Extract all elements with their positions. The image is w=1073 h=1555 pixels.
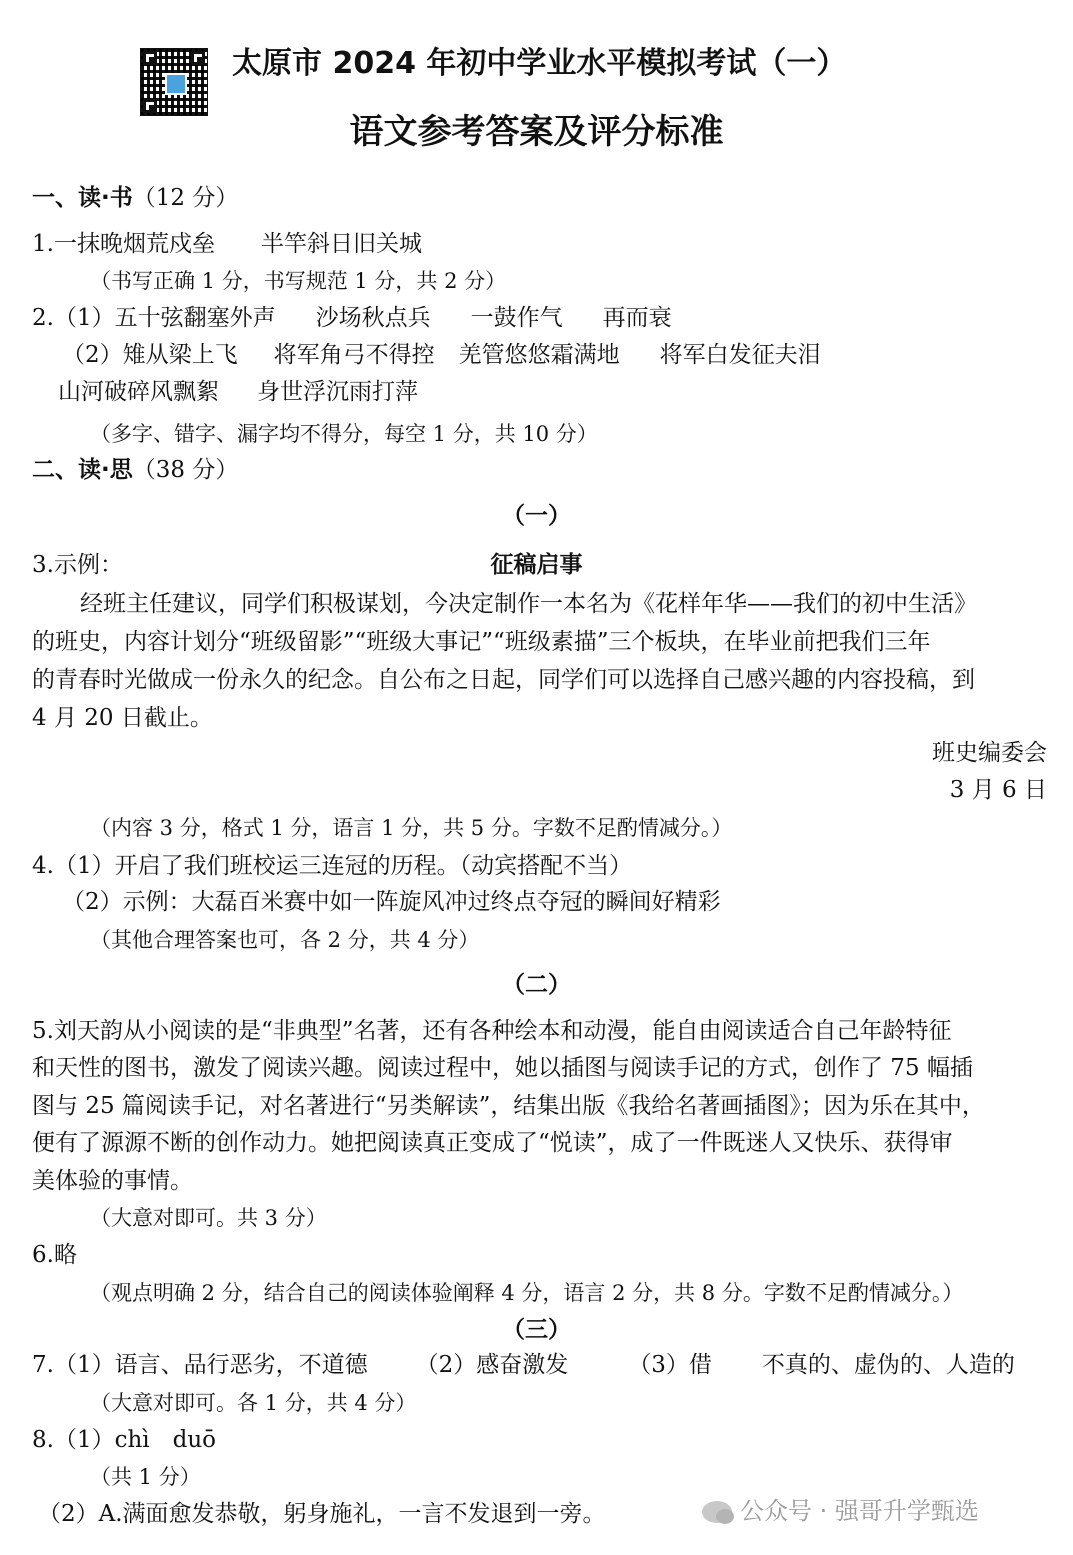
q1-line-2: 半竿斜日旧关城 [260, 231, 422, 257]
q5-line: 5.刘天韵从小阅读的是“非典型”名著，还有各种绘本和动漫，能自由阅读适合自己年龄特征 [32, 1018, 952, 1044]
section-2-points: （38 分） [132, 457, 239, 483]
q3-date: 3 月 6 日 [949, 777, 1047, 803]
part-2-heading: （二） [502, 972, 571, 998]
section-1-heading [32, 183, 238, 213]
section-2-title: 二、读·思 [32, 457, 133, 483]
watermark [702, 1495, 979, 1527]
q3-signature: 班史编委会 [932, 740, 1047, 766]
q6-score: （观点明确 2 分，结合自己的阅读体验阐释 4 分，语言 2 分，共 8 分。字数不足酌情减分。） [90, 1281, 964, 1305]
q2-blank: 再而衰 [602, 305, 672, 331]
q4-part-1: 4.（1）开启了我们班校运三连冠的历程。（动宾搭配不当） [32, 853, 633, 879]
watermark-text: 公众号 · 强哥升学甄选 [740, 1497, 979, 1525]
section-2-heading [32, 455, 238, 485]
q1-answer [32, 229, 422, 259]
q2-blank: 雉从梁上飞 [122, 342, 238, 368]
q7-part-2: （2）感奋激发 [415, 1352, 569, 1378]
q3-notice-line: 的青春时光做成一份永久的纪念。自公布之日起，同学们可以选择自己感兴趣的内容投稿，到 [32, 667, 975, 693]
q2-blank: 将军角弓不得控 [273, 342, 435, 368]
q2-blank: 沙场秋点兵 [315, 305, 431, 331]
q5-line: 和天性的图书，激发了阅读兴趣。阅读过程中，她以插图与阅读手记的方式，创作了 75 幅插 [32, 1055, 973, 1081]
exam-subtitle: 语文参考答案及评分标准 [349, 112, 724, 152]
q7-score: （大意对即可。各 1 分，共 4 分） [90, 1391, 417, 1415]
part-3-heading: （三） [502, 1317, 571, 1343]
part-1-heading: （一） [502, 503, 571, 529]
q3-notice-line: 经班主任建议，同学们积极谋划，今决定制作一本名为《花样年华——我们的初中生活》 [80, 591, 977, 617]
q2-blank: 将军白发征夫泪 [659, 342, 821, 368]
q7-part-4: 不真的、虚伪的、人造的 [761, 1352, 1015, 1378]
q2-part-2-label: （2） [62, 342, 123, 368]
exam-title: 太原市 2024 年初中学业水平模拟考试（一） [232, 46, 847, 81]
q2-blank: 羌管悠悠霜满地 [458, 342, 620, 368]
q5-score: （大意对即可。共 3 分） [90, 1206, 327, 1230]
q2-blank: 五十弦翻塞外声 [114, 305, 276, 331]
q5-line: 美体验的事情。 [32, 1168, 193, 1194]
q5-line: 便有了源源不断的创作动力。她把阅读真正变成了“悦读”，成了一件既迷人又快乐、获得审 [32, 1130, 953, 1156]
q4-score: （其他合理答案也可，各 2 分，共 4 分） [90, 928, 480, 952]
q2-blank: 山河破碎风飘絮 [58, 379, 219, 405]
q7-answer [32, 1350, 1015, 1380]
q2-part-1 [32, 303, 672, 333]
q2-blank: 一鼓作气 [470, 305, 563, 331]
q2-blank: 身世浮沉雨打萍 [257, 379, 418, 405]
q3-score: （内容 3 分，格式 1 分，语言 1 分，共 5 分。字数不足酌情减分。） [90, 816, 733, 840]
q3-notice-title: 征稿启事 [490, 552, 583, 578]
q3-notice-line: 的班史，内容计划分“班级留影”“班级大事记”“班级素描”三个板块，在毕业前把我们三年 [32, 629, 931, 655]
wechat-icon [702, 1501, 732, 1523]
q5-line: 图与 25 篇阅读手记，对名著进行“另类解读”，结集出版《我给名著画插图》；因为乐在其中， [32, 1093, 985, 1119]
q8-part-2: （2）A.满面愈发恭敬，躬身施礼，一言不发退到一旁。 [38, 1501, 606, 1527]
q3-label: 3.示例： [32, 552, 123, 578]
q2-part-2-continued [58, 377, 418, 407]
q4-part-2: （2）示例：大磊百米赛中如一阵旋风冲过终点夺冠的瞬间好精彩 [62, 889, 721, 915]
qr-code-image [140, 48, 208, 116]
q2-part-2 [62, 340, 821, 370]
q1-line-1: 1.一抹晚烟荒戍垒 [32, 231, 215, 257]
q8-part-1: 8.（1）chì duō [32, 1427, 217, 1453]
q7-part-1: 7.（1）语言、品行恶劣，不道德 [32, 1352, 368, 1378]
q6-answer: 6.略 [32, 1242, 77, 1268]
section-1-title: 一、读·书 [32, 185, 133, 211]
q7-part-3: （3）借 [628, 1352, 712, 1378]
q1-score: （书写正确 1 分，书写规范 1 分，共 2 分） [90, 269, 507, 293]
q2-score: （多字、错字、漏字均不得分，每空 1 分，共 10 分） [90, 422, 598, 446]
q2-part-1-label: 2.（1） [32, 305, 115, 331]
q8-score: （共 1 分） [90, 1465, 201, 1489]
section-1-points: （12 分） [132, 185, 239, 211]
q3-notice-line: 4 月 20 日截止。 [32, 705, 213, 731]
